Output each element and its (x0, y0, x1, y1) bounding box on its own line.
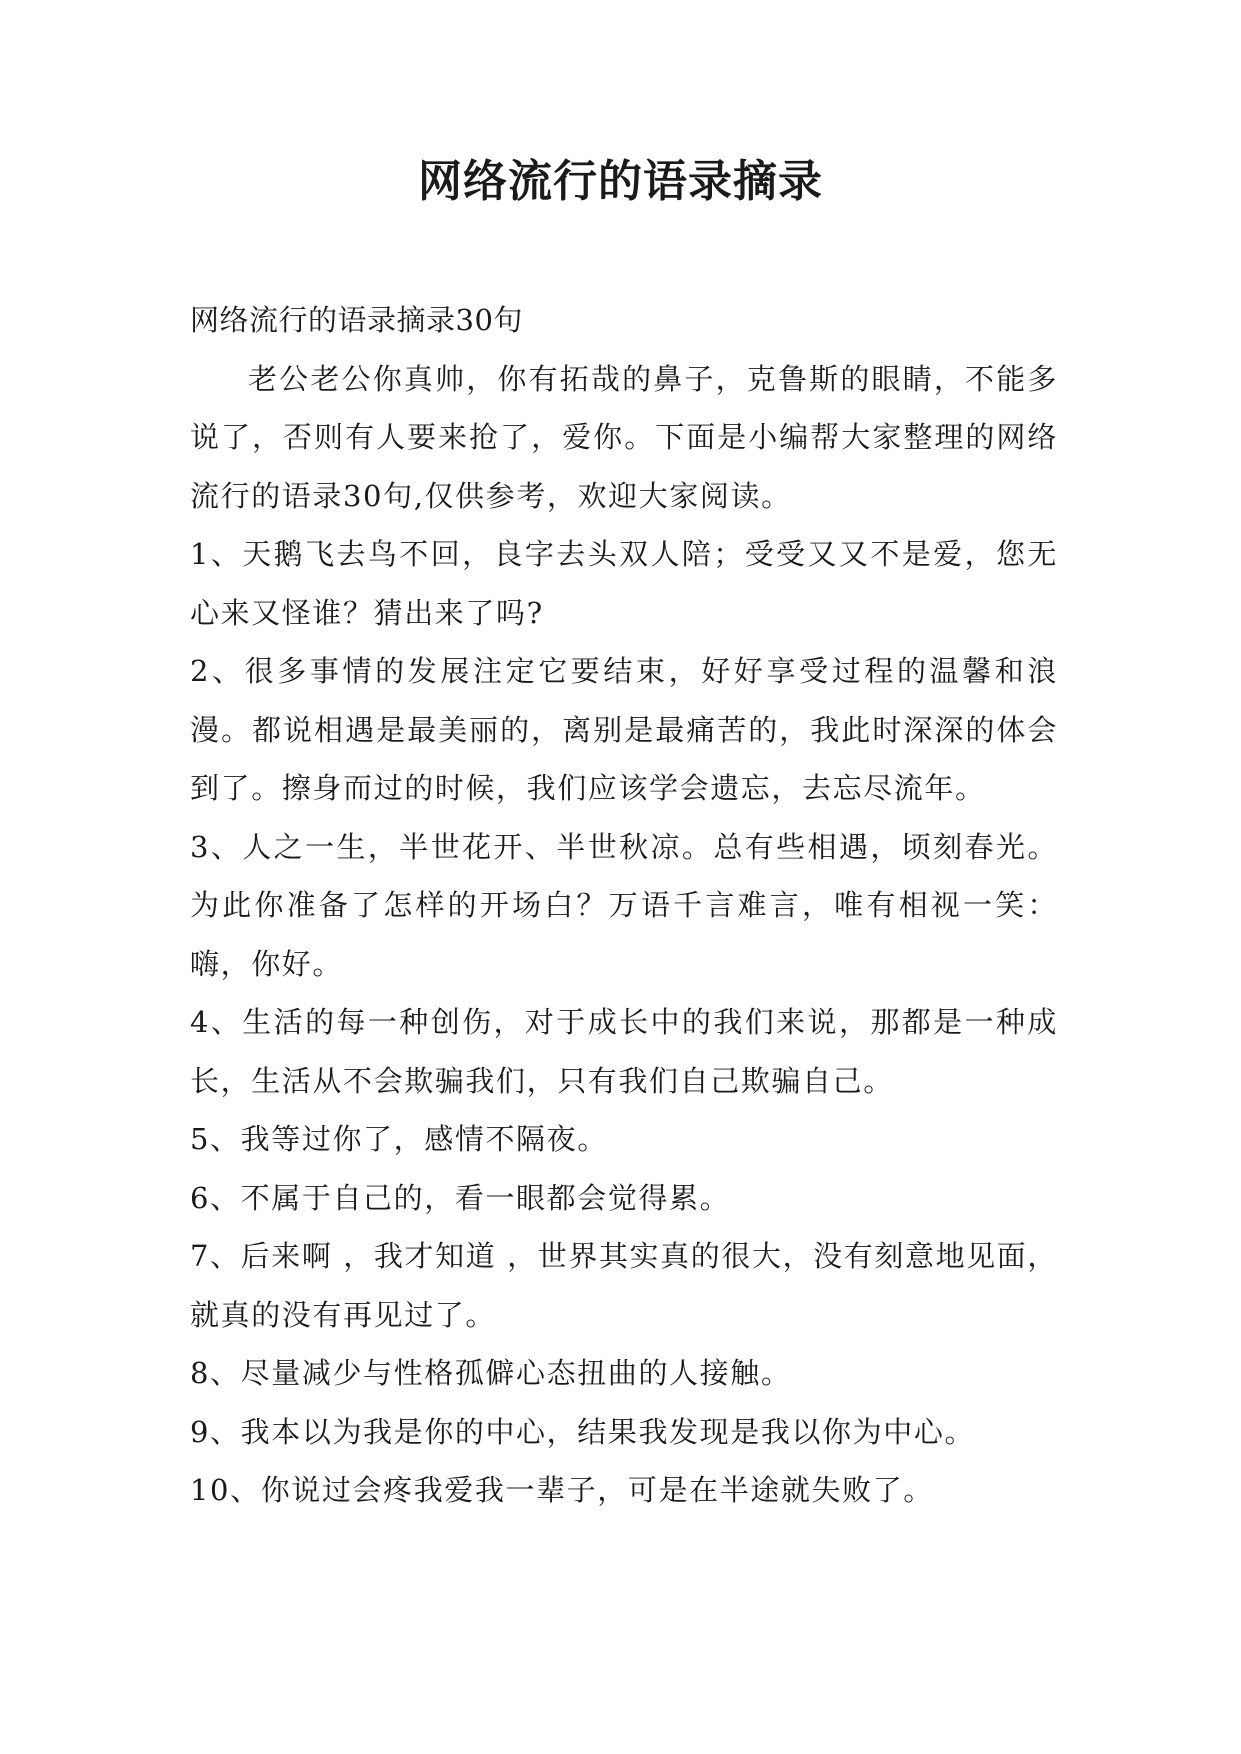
document-subtitle: 网络流行的语录摘录30句 (190, 303, 523, 337)
quote-item: 4、生活的每一种创伤，对于成长中的我们来说，那都是一种成长，生活从不会欺骗我们，只有我们自己欺骗自己。 (190, 1005, 1058, 1098)
quote-item: 2、很多事情的发展注定它要结束，好好享受过程的温馨和浪漫。都说相遇是最美丽的，离别是最痛苦的，我此时深深的体会到了。擦身而过的时候，我们应该学会遗忘，去忘尽流年。 (190, 654, 1058, 805)
quote-item: 5、我等过你了，感情不隔夜。 (190, 1122, 608, 1156)
quote-item: 1、天鹅飞去鸟不回，良字去头双人陪；受受又又不是爱，您无心来又怪谁？猜出来了吗? (190, 537, 1058, 630)
quote-item: 9、我本以为我是你的中心，结果我发现是我以你为中心。 (190, 1414, 976, 1449)
document-body (190, 291, 1058, 1520)
quote-item: 6、不属于自己的，看一眼都会觉得累。 (190, 1180, 731, 1215)
intro-paragraph: 老公老公你真帅，你有拓哉的鼻子，克鲁斯的眼睛，不能多说了，否则有人要来抢了，爱你。下面是小编帮大家整理的网络流行的语录30句,仅供参考，欢迎大家阅读。 (190, 361, 1058, 513)
quote-item: 10、你说过会疼我爱我一辈子，可是在半途就失败了。 (190, 1473, 934, 1507)
quote-item: 3、人之一生，半世花开、半世秋凉。总有些相遇，顷刻春光。为此你准备了怎样的开场白？万语千言难言，唯有相视一笑：嗨，你好。 (190, 829, 1058, 981)
page-title: 网络流行的语录摘录 (418, 156, 823, 207)
quote-item: 8、尽量减少与性格孤僻心态扭曲的人接触。 (190, 1356, 792, 1390)
quote-item: 7、后来啊 ，我才知道 ，世界其实真的很大，没有刻意地见面，就真的没有再见过了。 (190, 1239, 1058, 1332)
